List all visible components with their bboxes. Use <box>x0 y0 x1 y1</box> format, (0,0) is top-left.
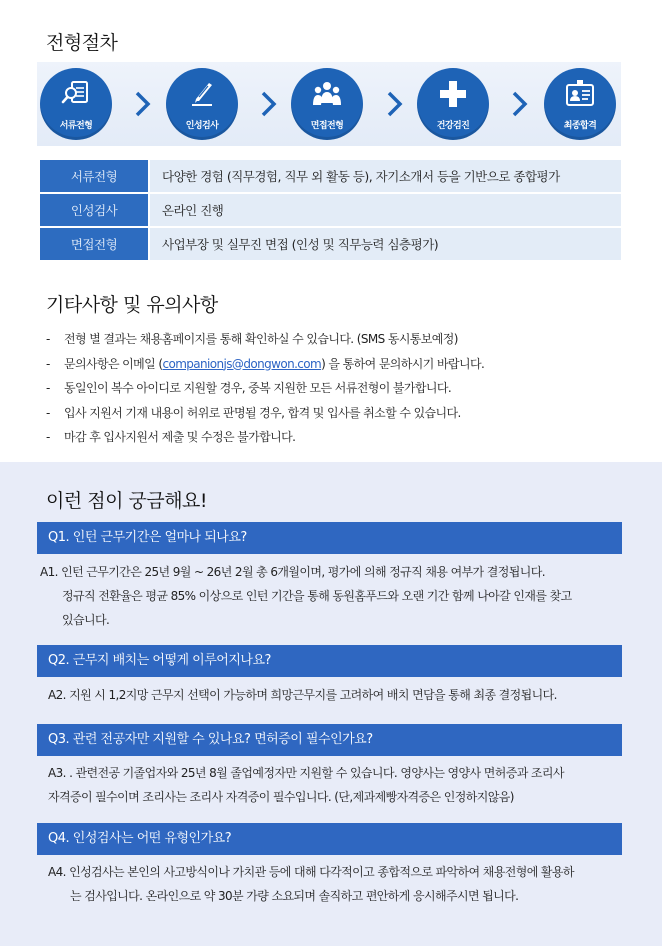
step-health-check <box>417 68 489 140</box>
people-group-icon <box>312 79 342 109</box>
step-final-pass <box>544 68 616 140</box>
faq-question: Q3. 관련 전공자만 지원할 수 있나요? 면허증이 필수인가요? <box>37 724 622 756</box>
notes-list <box>46 327 484 450</box>
table-row <box>40 194 621 226</box>
pencil-paper-icon <box>187 79 217 109</box>
step-label: 최종합격 <box>563 121 597 131</box>
step-document-screening <box>40 68 112 140</box>
process-table <box>40 158 621 262</box>
id-badge-icon <box>565 79 595 109</box>
faq-answer-line: A4. 인성검사는 본인의 사고방식이나 가치관 등에 대해 다각적이고 종합적으로 파악하여 채용전형에 활용하 <box>48 865 574 879</box>
faq-question: Q2. 근무지 배치는 어떻게 이루어지나요? <box>37 645 622 677</box>
list-item: - 동일인이 복수 아이디로 지원할 경우, 중복 지원한 모든 서류전형이 불가합니다. <box>46 381 452 396</box>
faq-answer-line: A3. . 관련전공 기졸업자와 25년 8월 졸업예정자만 지원할 수 있습니다. 영양사는 영양사 면허증과 조리사 <box>48 766 564 780</box>
step-personality-test <box>166 68 238 140</box>
faq-title: 이런 점이 궁금해요! <box>46 490 208 512</box>
document-magnifier-icon <box>61 79 91 109</box>
list-item: - 입사 지원서 기재 내용이 허위로 판명될 경우, 합격 및 입사를 취소할 수 있습니다. <box>46 405 461 420</box>
step-label: 인성검사 <box>185 121 219 131</box>
table-key: 인성검사 <box>40 194 148 226</box>
chevron-right-icon <box>258 88 280 120</box>
process-steps <box>37 62 621 146</box>
list-item: - 문의사항은 이메일 (companionjs@dongwon.com) 을 통하여 문의하시기 바랍니다. <box>46 356 485 371</box>
step-label: 면접전형 <box>310 121 344 131</box>
faq-question: Q4. 인성검사는 어떤 유형인가요? <box>37 823 622 855</box>
faq-answer-line: 정규직 전환율은 평균 85% 이상으로 인턴 기간을 통해 동원홈푸드와 오랜 기간 함께 나아갈 인재를 찾고 <box>62 589 572 603</box>
list-item: - 전형 별 결과는 채용홈페이지를 통해 확인하실 수 있습니다. (SMS 동시통보예정) <box>46 332 458 346</box>
process-title: 전형절차 <box>46 32 118 54</box>
step-label: 건강검진 <box>436 121 470 131</box>
table-key: 서류전형 <box>40 160 148 192</box>
table-value: 온라인 진행 <box>148 194 621 226</box>
table-row <box>40 160 621 192</box>
faq-answer-line: 자격증이 필수이며 조리사는 조리사 자격증이 필수입니다. (단,제과제빵자격증은 인정하지않음) <box>48 790 514 804</box>
table-row <box>40 228 621 260</box>
table-key: 면접전형 <box>40 228 148 260</box>
step-label: 서류전형 <box>59 121 93 131</box>
faq-section <box>0 462 662 946</box>
faq-answer-line: A2. 지원 시 1,2지망 근무지 선택이 가능하며 희망근무지를 고려하여 배치 면담을 통해 최종 결정됩니다. <box>48 688 557 702</box>
email-link[interactable]: companionjs@dongwon.com <box>162 356 322 371</box>
faq-answer-line: A1. 인턴 근무기간은 25년 9월 ~ 26년 2월 총 6개월이며, 평가에 의해 정규직 채용 여부가 결정됩니다. <box>40 565 545 579</box>
faq-answer-line: 있습니다. <box>62 613 110 627</box>
faq-question: Q1. 인턴 근무기간은 얼마나 되나요? <box>37 522 622 554</box>
step-interview <box>291 68 363 140</box>
notes-title: 기타사항 및 유의사항 <box>46 294 218 316</box>
chevron-right-icon <box>509 88 531 120</box>
list-item: - 마감 후 입사지원서 제출 및 수정은 불가합니다. <box>46 430 296 445</box>
chevron-right-icon <box>384 88 406 120</box>
table-value: 사업부장 및 실무진 면접 (인성 및 직무능력 심층평가) <box>148 228 621 260</box>
medical-cross-icon <box>438 79 468 109</box>
table-value: 다양한 경험 (직무경험, 직무 외 활동 등), 자기소개서 등을 기반으로 종합평가 <box>148 160 621 192</box>
chevron-right-icon <box>132 88 154 120</box>
faq-answer-line: 는 검사입니다. 온라인으로 약 30분 가량 소요되며 솔직하고 편안하게 응시해주시면 됩니다. <box>70 889 519 903</box>
